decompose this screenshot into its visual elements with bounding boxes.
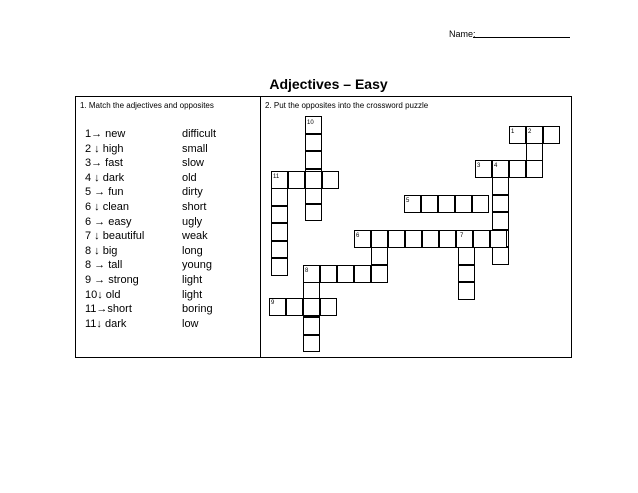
crossword-cell[interactable] xyxy=(303,282,320,300)
opposite-word: old xyxy=(182,171,197,184)
adjective-word: 11→short xyxy=(85,303,132,316)
crossword-cell[interactable] xyxy=(286,298,303,316)
name-input-line[interactable] xyxy=(473,37,570,38)
crossword-cell[interactable] xyxy=(271,223,288,241)
crossword-cell[interactable] xyxy=(371,247,388,265)
crossword-cell[interactable] xyxy=(354,265,371,283)
crossword-cell[interactable] xyxy=(303,317,320,335)
adjective-word: 9 → strong xyxy=(85,274,139,286)
crossword-cell[interactable] xyxy=(438,195,455,213)
clue-number: 7 xyxy=(460,233,464,239)
clue-number: 9 xyxy=(271,300,275,306)
crossword-cell[interactable] xyxy=(458,265,475,283)
clue-number: 11 xyxy=(273,174,280,180)
crossword-cell[interactable] xyxy=(509,160,526,178)
crossword-cell[interactable] xyxy=(388,230,405,248)
crossword-cell[interactable] xyxy=(320,298,337,316)
opposite-word: short xyxy=(182,201,207,213)
adjective-word: 8 → tall xyxy=(85,259,123,272)
opposite-word: light xyxy=(182,274,203,286)
opposite-word: long xyxy=(182,244,203,257)
opposite-word: boring xyxy=(182,303,213,316)
crossword-cell[interactable] xyxy=(305,151,322,169)
crossword-cell[interactable] xyxy=(305,134,322,152)
crossword-cell[interactable] xyxy=(526,160,543,178)
crossword-cell[interactable] xyxy=(271,241,288,259)
clue-number: 3 xyxy=(477,163,481,169)
crossword-cell[interactable] xyxy=(421,195,438,213)
opposite-word: young xyxy=(182,259,212,272)
adjective-word: 6 → easy xyxy=(85,215,132,228)
clue-number: 5 xyxy=(406,198,410,204)
crossword-cell[interactable] xyxy=(455,195,472,213)
crossword-cell[interactable] xyxy=(458,282,475,300)
opposite-word: low xyxy=(182,317,199,330)
crossword-cell[interactable] xyxy=(371,265,388,283)
opposite-word: light xyxy=(182,288,203,301)
crossword-cell[interactable] xyxy=(322,171,339,189)
opposite-word: ugly xyxy=(182,215,203,228)
crossword-cell[interactable] xyxy=(490,230,507,248)
crossword-cell[interactable] xyxy=(492,177,509,195)
crossword-cell[interactable] xyxy=(271,206,288,224)
crossword-cell[interactable] xyxy=(492,195,509,213)
column-divider xyxy=(260,96,261,358)
opposite-word: difficult xyxy=(182,128,217,140)
crossword-cell[interactable] xyxy=(405,230,422,248)
adjective-word: 2 ↓ high xyxy=(85,142,124,155)
section2-heading: 2. Put the opposites into the crossword puzzle xyxy=(265,101,429,110)
crossword-cell[interactable] xyxy=(472,195,489,213)
clue-number: 10 xyxy=(307,120,314,126)
crossword-cell[interactable] xyxy=(439,230,456,248)
adjective-word: 11↓ dark xyxy=(85,317,127,330)
clue-number: 8 xyxy=(305,268,309,274)
crossword-cell[interactable] xyxy=(271,188,288,206)
crossword-cell[interactable] xyxy=(320,265,337,283)
clue-number: 4 xyxy=(494,163,498,169)
crossword-cell[interactable] xyxy=(303,298,320,316)
crossword-cell[interactable] xyxy=(492,212,509,230)
crossword-cell[interactable] xyxy=(492,247,509,265)
adjective-word: 6 ↓ clean xyxy=(85,201,130,213)
section1-heading: 1. Match the adjectives and opposites xyxy=(80,101,214,110)
crossword-cell[interactable] xyxy=(271,258,288,276)
name-label: Name: xyxy=(449,29,476,39)
adjective-word: 8 ↓ big xyxy=(85,244,118,257)
crossword-cell[interactable] xyxy=(422,230,439,248)
crossword-cell[interactable] xyxy=(458,247,475,265)
adjective-word: 1→ new xyxy=(85,128,126,140)
opposite-word: small xyxy=(182,142,208,155)
worksheet-title: Adjectives – Easy xyxy=(269,76,388,92)
clue-number: 6 xyxy=(356,233,360,239)
crossword-cell[interactable] xyxy=(543,126,560,144)
adjective-word: 4 ↓ dark xyxy=(85,171,125,184)
crossword-cell[interactable] xyxy=(305,171,322,189)
crossword-cell[interactable] xyxy=(305,204,322,222)
crossword-cell[interactable] xyxy=(303,335,320,353)
crossword-cell[interactable] xyxy=(337,265,354,283)
opposite-word: weak xyxy=(182,230,208,243)
opposite-word: dirty xyxy=(182,186,203,199)
crossword-cell[interactable] xyxy=(305,186,322,204)
opposite-word: slow xyxy=(182,157,205,170)
crossword-cell[interactable] xyxy=(456,230,473,248)
clue-number: 2 xyxy=(528,129,532,135)
crossword-cell[interactable] xyxy=(473,230,490,248)
adjective-word: 5 → fun xyxy=(85,186,124,199)
crossword-cell[interactable] xyxy=(526,143,543,161)
adjective-word: 7 ↓ beautiful xyxy=(85,230,145,243)
crossword-cell[interactable] xyxy=(288,171,305,189)
adjective-word: 10↓ old xyxy=(85,288,121,301)
crossword-cell[interactable] xyxy=(371,230,388,248)
clue-number: 1 xyxy=(511,129,515,135)
adjective-word: 3→ fast xyxy=(85,157,123,170)
